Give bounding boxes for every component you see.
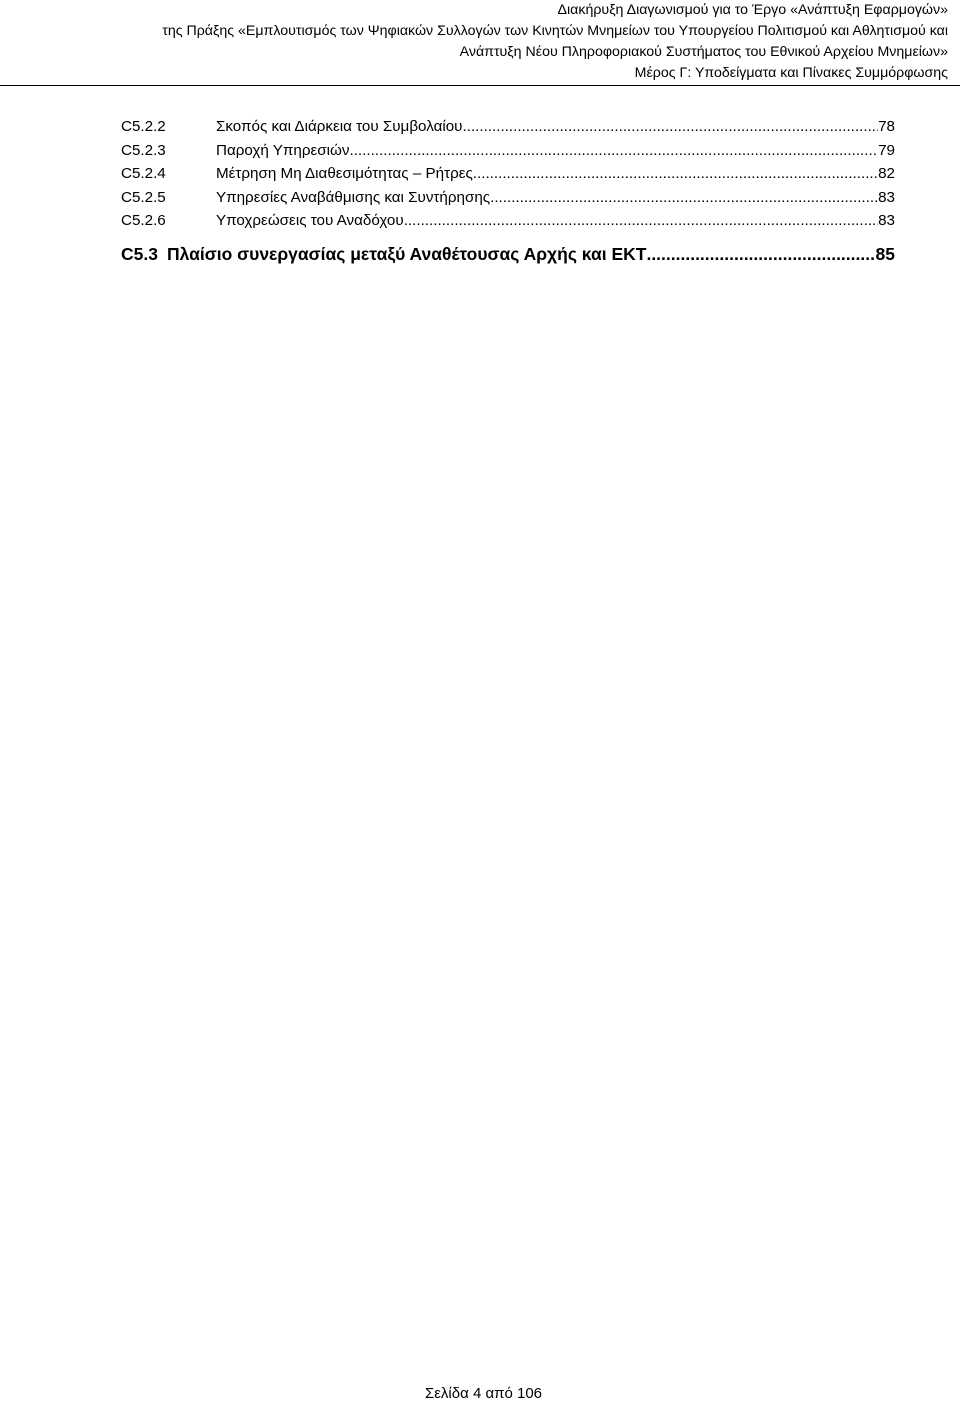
toc-leader-dots <box>646 241 875 267</box>
header-line-project: της Πράξης «Εμπλουτισμός των Ψηφιακών Συλλογών των Κινητών Μνημείων του Υπουργείου Πολιτισμού και Αθλητισμού και <box>162 23 948 39</box>
header-line-system: Ανάπτυξη Νέου Πληροφοριακού Συστήματος του Εθνικού Αρχείου Μνημείων» <box>459 44 948 60</box>
toc-entry-page: 83 <box>878 212 895 229</box>
toc-leader-dots <box>473 162 878 186</box>
toc-leader-dots <box>404 209 878 233</box>
toc-entry[interactable] <box>0 162 960 186</box>
toc-entry-page: 83 <box>878 188 895 206</box>
toc-entry-title: Υποχρεώσεις του Αναδόχου <box>216 212 404 229</box>
toc-leader-dots <box>490 186 878 210</box>
toc-leader-dots <box>462 115 878 139</box>
table-of-contents <box>0 115 960 267</box>
header-divider <box>0 85 960 86</box>
toc-entry-number: C5.2.5 <box>121 188 166 206</box>
toc-entry-title: Μέτρηση Μη Διαθεσιμότητας – Ρήτρες <box>216 165 473 182</box>
toc-entry-number: C5.2.6 <box>121 212 166 229</box>
toc-entry[interactable] <box>0 115 960 139</box>
toc-leader-dots <box>349 139 878 163</box>
toc-entry[interactable] <box>0 209 960 233</box>
toc-entry-number: C5.2.2 <box>121 118 166 135</box>
toc-entry-page: 85 <box>875 243 895 264</box>
header-line-tender-title: Διακήρυξη Διαγωνισμού για το Έργο «Ανάπτυξη Εφαρμογών» <box>557 2 948 18</box>
toc-entry-title: Υπηρεσίες Αναβάθμισης και Συντήρησης <box>216 188 491 206</box>
toc-entry[interactable] <box>0 186 960 210</box>
toc-entry-page: 82 <box>878 165 895 182</box>
toc-section-entry[interactable] <box>0 241 960 267</box>
toc-entry-number: C5.3 <box>121 243 158 264</box>
toc-entry-page: 79 <box>878 141 895 159</box>
toc-entry-number: C5.2.3 <box>121 141 166 159</box>
toc-entry-title: Σκοπός και Διάρκεια του Συμβολαίου <box>216 118 463 135</box>
toc-entry[interactable] <box>0 139 960 163</box>
toc-entry-page: 78 <box>878 118 895 135</box>
toc-entry-number: C5.2.4 <box>121 165 166 182</box>
page-footer <box>0 1385 960 1403</box>
toc-entry-title: Πλαίσιο συνεργασίας μεταξύ Αναθέτουσας Αρχής και ΕΚΤ <box>167 243 647 264</box>
header-line-part: Μέρος Γ: Υποδείγματα και Πίνακες Συμμόρφωσης <box>634 65 948 81</box>
page-number-label: Σελίδα 4 από 106 <box>424 1385 543 1402</box>
page-header <box>0 0 948 84</box>
toc-entry-title: Παροχή Υπηρεσιών <box>216 141 350 159</box>
